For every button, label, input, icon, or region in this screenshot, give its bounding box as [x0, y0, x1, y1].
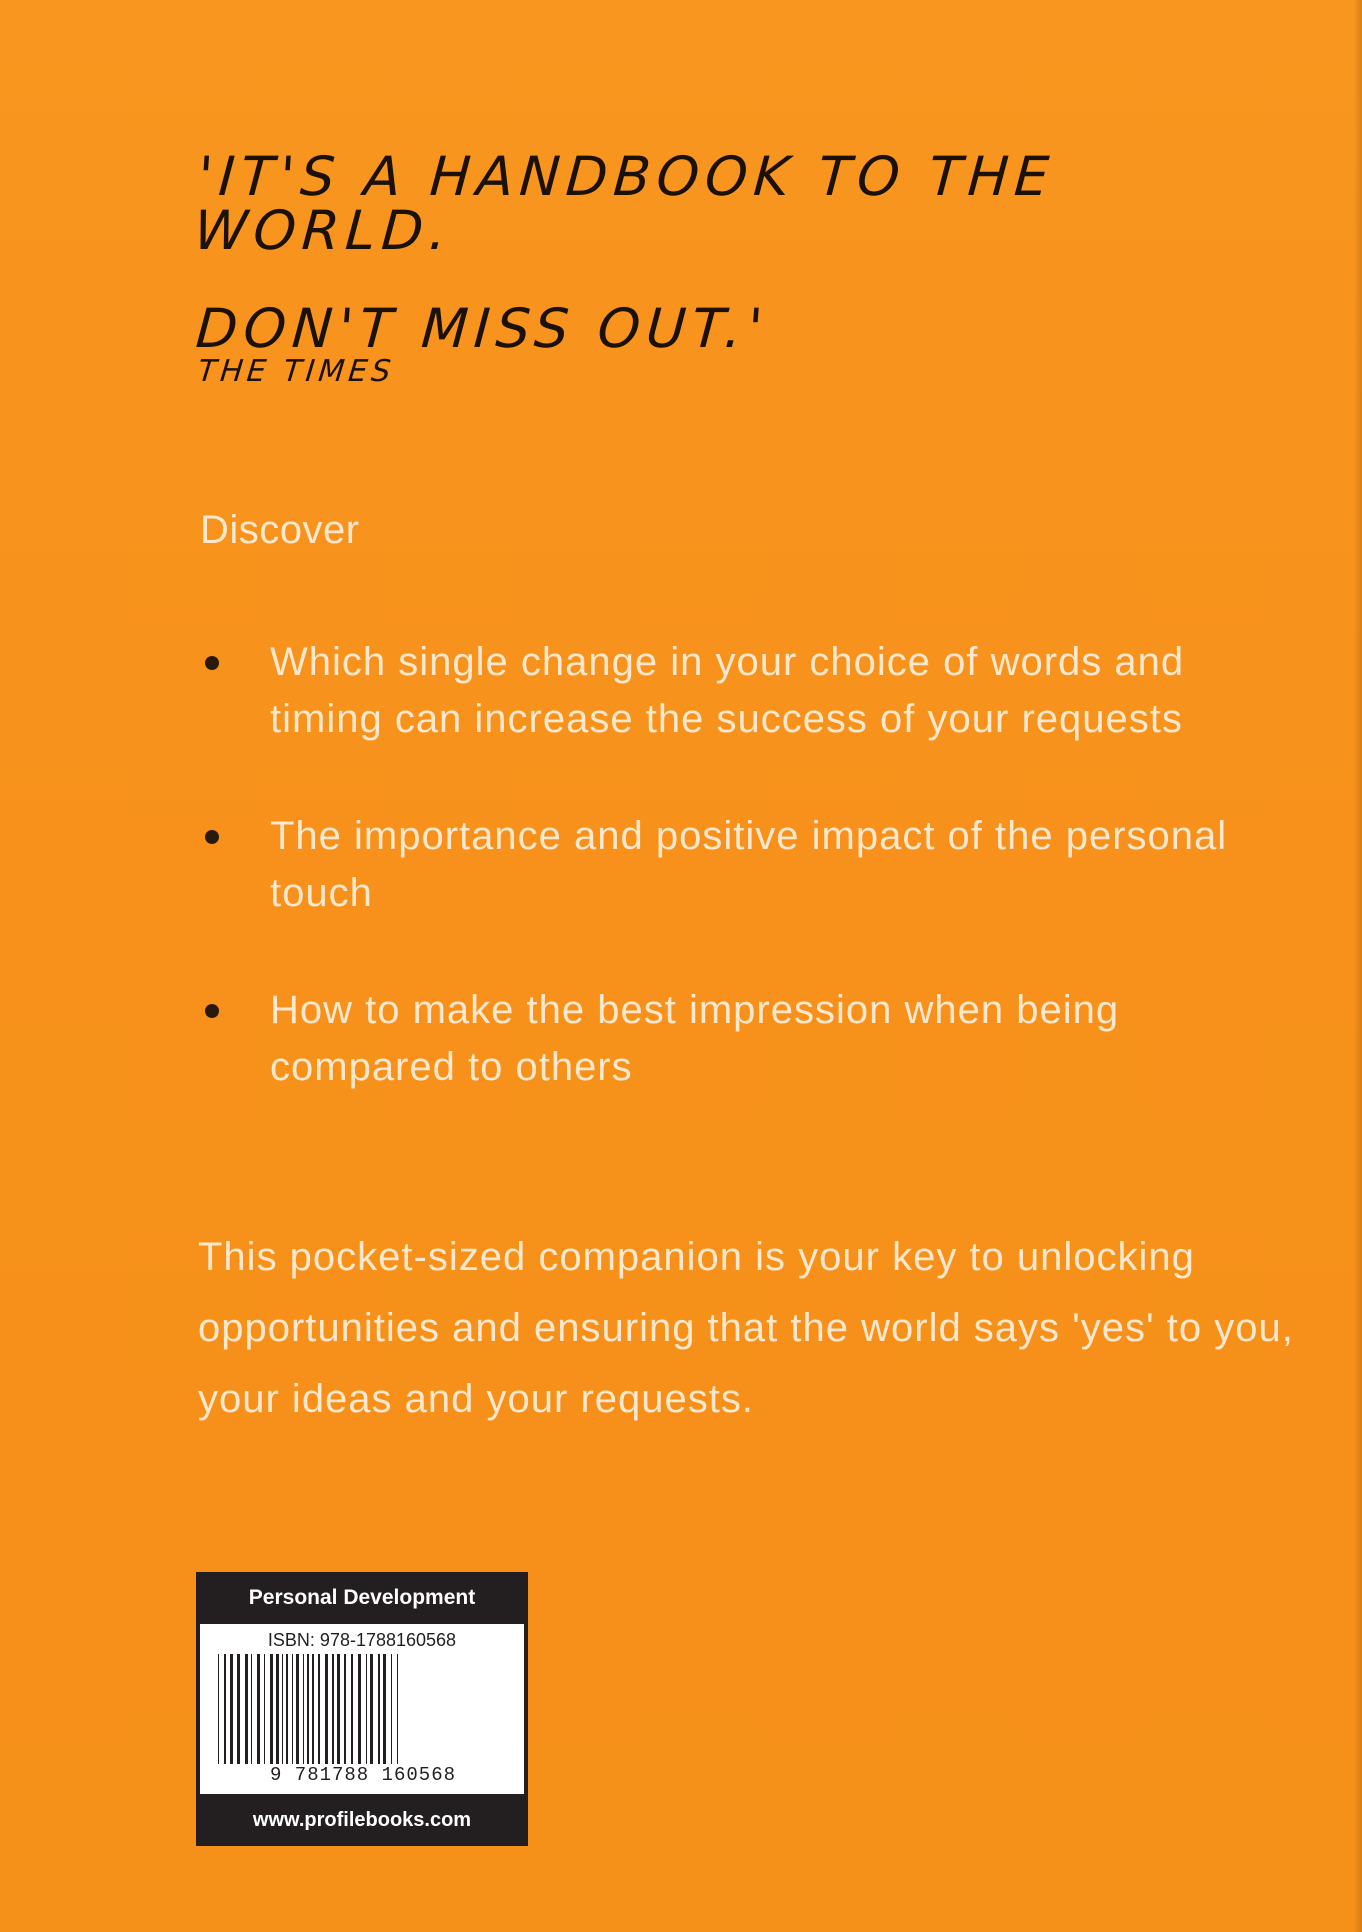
barcode-bar [366, 1654, 367, 1766]
feature-list [200, 634, 1280, 1156]
barcode-bar [296, 1654, 299, 1766]
barcode-bar [332, 1654, 334, 1766]
barcode-bar [276, 1654, 279, 1766]
barcode-bar [292, 1654, 293, 1766]
barcode-bar [312, 1654, 314, 1766]
barcode-bar [344, 1654, 346, 1766]
barcode-bar [391, 1654, 392, 1766]
bullet-icon [205, 1004, 219, 1018]
barcode-bar [303, 1654, 304, 1766]
barcode-bar [251, 1654, 252, 1766]
barcode-bar [257, 1654, 260, 1766]
barcode-bar [318, 1654, 320, 1766]
barcode-label [196, 1572, 528, 1846]
barcode-bar [397, 1654, 398, 1766]
barcode-bar [224, 1654, 226, 1766]
publisher-url: www.profilebooks.com [252, 1809, 472, 1831]
review-quote [191, 145, 1296, 360]
barcode-icon [212, 1654, 512, 1766]
barcode-bar [218, 1654, 219, 1766]
barcode-bar [237, 1654, 240, 1766]
feature-text: The importance and positive impact of the personal touch [270, 814, 1228, 915]
feature-item [200, 634, 1280, 748]
barcode-bar [245, 1654, 248, 1766]
isbn-label: ISBN: 978-1788160568 [267, 1630, 457, 1650]
barcode-bar [337, 1654, 340, 1766]
quote-source: THE TIMES [196, 354, 397, 389]
barcode-bar [286, 1654, 288, 1766]
feature-item [200, 982, 1280, 1096]
bullet-icon [205, 656, 219, 670]
barcode-bar [270, 1654, 273, 1766]
feature-item [200, 808, 1280, 922]
barcode-bar [370, 1654, 373, 1766]
barcode-digits: 9 781788 160568 [208, 1764, 518, 1786]
quote-line-1: 'IT'S A HANDBOOK TO THE WORLD. [191, 145, 1057, 262]
barcode-bar [325, 1654, 328, 1766]
blurb-paragraph: This pocket-sized companion is your key to unlocking opportunities and ensuring that the world says 'yes' to you, your ideas and your requests. [198, 1235, 1294, 1421]
barcode-panel [200, 1624, 524, 1794]
discover-heading: Discover [200, 508, 360, 552]
barcode-bar [378, 1654, 380, 1766]
feature-text: Which single change in your choice of words and timing can increase the success of your requests [270, 640, 1185, 741]
barcode-bar [358, 1654, 361, 1766]
barcode-bar [264, 1654, 265, 1766]
category-label: Personal Development [248, 1586, 476, 1609]
quote-line-2: DON'T MISS OUT.' [193, 297, 771, 360]
page-edge-shadow [1354, 0, 1362, 1932]
barcode-bar [307, 1654, 309, 1766]
barcode-bar [230, 1654, 233, 1766]
barcode-bar [282, 1654, 283, 1766]
bullet-icon [205, 830, 219, 844]
feature-text: How to make the best impression when being compared to others [270, 988, 1120, 1089]
barcode-bar [383, 1654, 386, 1766]
barcode-bar [351, 1654, 353, 1766]
